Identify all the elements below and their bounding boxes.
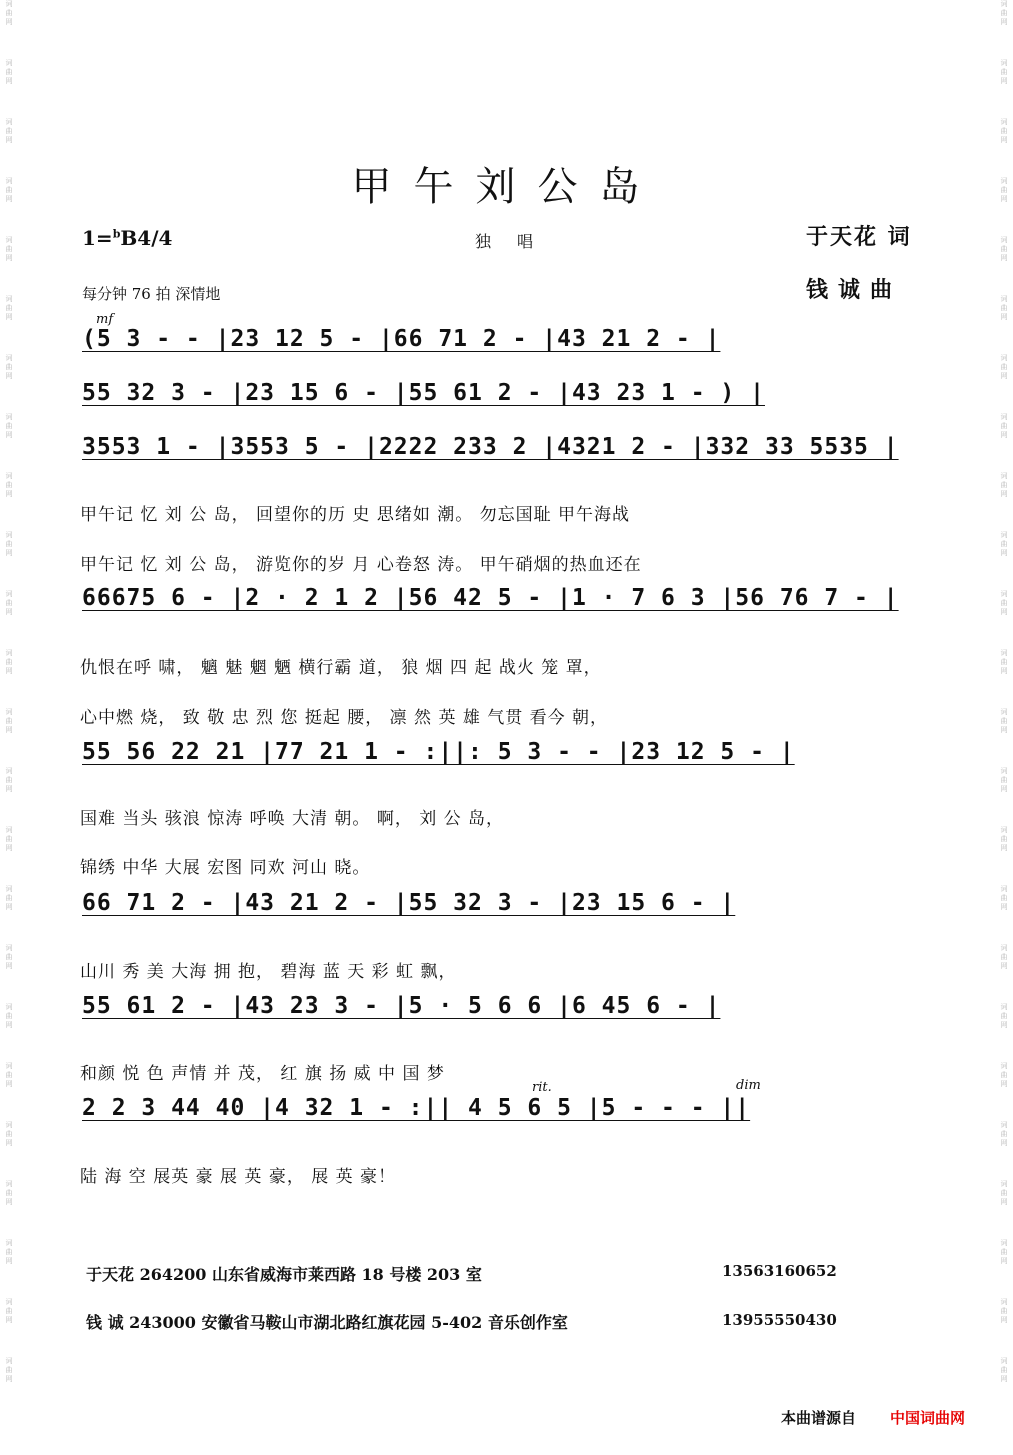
lyric-line: 甲午记 忆 刘 公 岛， 游览你的岁 月 心卷怒 涛。 甲午硝烟的热血还在	[80, 555, 642, 575]
watermark-text: 词 曲 网	[1000, 295, 1008, 321]
lyric-line: 心中燃 烧， 致 敬 忠 烈 您 挺起 腰， 凛 然 英 雄 气贯 看今 朝，	[80, 708, 609, 728]
composer-credit: 钱诚曲	[806, 277, 903, 303]
watermark-text: 词 曲 网	[1000, 590, 1008, 616]
lyricist-credit: 于天花 词	[806, 224, 912, 250]
watermark-text: 词 曲 网	[5, 944, 13, 970]
lyric-line: 国难 当头 骇浪 惊涛 呼唤 大清 朝。 啊， 刘 公 岛，	[80, 809, 505, 829]
score-line: 55 32 3 - |23 15 6 - |55 61 2 - |43 23 1 - ) |	[82, 380, 765, 406]
song-title: 甲午刘公岛	[351, 164, 662, 210]
key-flat: b	[112, 227, 121, 241]
score-line: 55 56 22 21 |77 21 1 - :||: 5 3 - - |23 12 5 - |	[82, 739, 795, 765]
watermark-text: 词 曲 网	[5, 1062, 13, 1088]
watermark-text: 词 曲 网	[1000, 1003, 1008, 1029]
lyric-line: 甲午记 忆 刘 公 岛， 回望你的历 史 思绪如 潮。 勿忘国耻 甲午海战	[80, 505, 631, 525]
watermark-text: 词 曲 网	[1000, 0, 1008, 26]
watermark-text: 词 曲 网	[1000, 531, 1008, 557]
watermark-text: 词 曲 网	[1000, 1180, 1008, 1206]
watermark-text: 词 曲 网	[5, 118, 13, 144]
lyric-line: 山川 秀 美 大海 拥 抱， 碧海 蓝 天 彩 虹 飘，	[80, 962, 457, 982]
source-label: 本曲谱源自	[781, 1409, 857, 1427]
watermark-strip-right	[997, 0, 1011, 1455]
tempo-marking: 每分钟 76 拍 深情地	[82, 285, 221, 303]
watermark-text: 词 曲 网	[5, 649, 13, 675]
watermark-text: 词 曲 网	[1000, 59, 1008, 85]
lyric-line: 陆 海 空 展英 豪 展 英 豪， 展 英 豪！	[80, 1167, 397, 1187]
watermark-text: 词 曲 网	[5, 826, 13, 852]
key-signature	[82, 226, 172, 250]
ritardando-mark: rit.	[532, 1080, 552, 1095]
lyricist-phone: 13563160652	[722, 1262, 837, 1280]
watermark-text: 词 曲 网	[5, 236, 13, 262]
source-site-link[interactable]: 中国词曲网	[890, 1409, 966, 1427]
performance-type: 独唱	[475, 232, 560, 251]
watermark-text: 词 曲 网	[5, 885, 13, 911]
lyric-line: 仇恨在呼 啸， 魑 魅 魍 魉 横行霸 道， 狼 烟 四 起 战火 笼 罩，	[80, 658, 602, 678]
score-line: 66675 6 - |2 · 2 1 2 |56 42 5 - |1 · 7 6 3 |56 76 7 - |	[82, 585, 899, 611]
watermark-text: 词 曲 网	[5, 177, 13, 203]
watermark-text: 词 曲 网	[5, 1003, 13, 1029]
watermark-text: 词 曲 网	[5, 1180, 13, 1206]
watermark-text: 词 曲 网	[1000, 413, 1008, 439]
composer-phone: 13955550430	[722, 1311, 837, 1329]
watermark-text: 词 曲 网	[5, 767, 13, 793]
watermark-text: 词 曲 网	[1000, 354, 1008, 380]
watermark-text: 词 曲 网	[1000, 177, 1008, 203]
dynamic-mf: mf	[96, 312, 114, 327]
watermark-text: 词 曲 网	[5, 1298, 13, 1324]
watermark-text: 词 曲 网	[1000, 885, 1008, 911]
key-meter: B4/4	[120, 226, 173, 250]
watermark-text: 词 曲 网	[1000, 118, 1008, 144]
score-line: 55 61 2 - |43 23 3 - |5 · 5 6 6 |6 45 6 - |	[82, 993, 721, 1019]
watermark-text: 词 曲 网	[1000, 826, 1008, 852]
watermark-text: 词 曲 网	[5, 0, 13, 26]
watermark-text: 词 曲 网	[5, 1239, 13, 1265]
composer-contact: 钱 诚 243000 安徽省马鞍山市湖北路红旗花园 5-402 音乐创作室	[86, 1313, 568, 1332]
score-line: 3553 1 - |3553 5 - |2222 233 2 |4321 2 - |332 33 5535 |	[82, 434, 899, 460]
watermark-text: 词 曲 网	[1000, 1298, 1008, 1324]
watermark-strip-left	[2, 0, 16, 1455]
watermark-text: 词 曲 网	[5, 295, 13, 321]
watermark-text: 词 曲 网	[1000, 944, 1008, 970]
watermark-text: 词 曲 网	[1000, 1062, 1008, 1088]
watermark-text: 词 曲 网	[5, 472, 13, 498]
watermark-text: 词 曲 网	[5, 531, 13, 557]
watermark-text: 词 曲 网	[1000, 236, 1008, 262]
watermark-text: 词 曲 网	[1000, 708, 1008, 734]
score-line: 2 2 3 44 40 |4 32 1 - :|| 4 5 6 5 |5 - - - ||	[82, 1095, 751, 1121]
diminuendo-mark: dim	[736, 1078, 761, 1093]
watermark-text: 词 曲 网	[5, 1121, 13, 1147]
watermark-text: 词 曲 网	[5, 590, 13, 616]
watermark-text: 词 曲 网	[5, 354, 13, 380]
watermark-text: 词 曲 网	[1000, 1357, 1008, 1383]
lyricist-contact: 于天花 264200 山东省威海市莱西路 18 号楼 203 室	[86, 1265, 482, 1284]
watermark-text: 词 曲 网	[5, 59, 13, 85]
watermark-text: 词 曲 网	[5, 413, 13, 439]
lyric-line: 锦绣 中华 大展 宏图 同欢 河山 晓。	[80, 858, 371, 878]
lyric-line: 和颜 悦 色 声情 并 茂， 红 旗 扬 威 中 国 梦	[80, 1064, 445, 1084]
watermark-text: 词 曲 网	[5, 1357, 13, 1383]
watermark-text: 词 曲 网	[1000, 1239, 1008, 1265]
score-line: (5 3 - - |23 12 5 - |66 71 2 - |43 21 2 - |	[82, 326, 721, 352]
watermark-text: 词 曲 网	[1000, 1121, 1008, 1147]
watermark-text: 词 曲 网	[1000, 472, 1008, 498]
watermark-text: 词 曲 网	[1000, 767, 1008, 793]
score-line: 66 71 2 - |43 21 2 - |55 32 3 - |23 15 6 - |	[82, 890, 736, 916]
watermark-text: 词 曲 网	[1000, 649, 1008, 675]
watermark-text: 词 曲 网	[5, 708, 13, 734]
key-prefix: 1=	[82, 226, 113, 250]
